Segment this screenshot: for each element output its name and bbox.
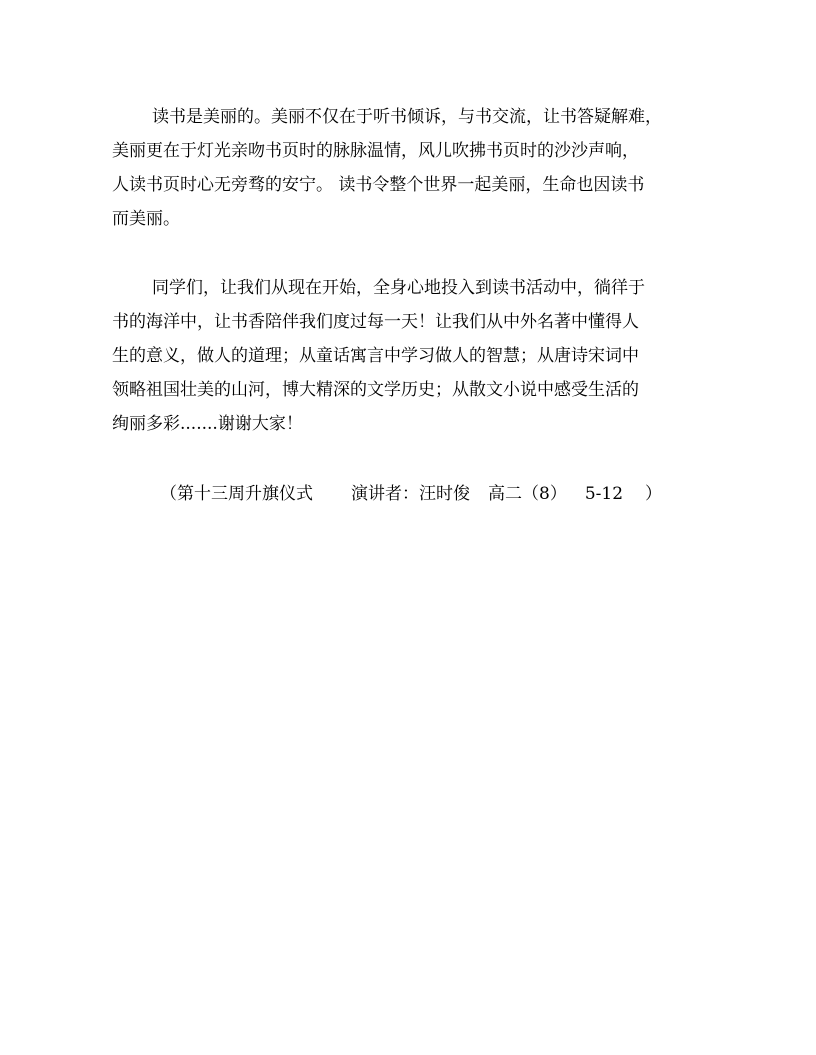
attribution-event: （第十三周升旗仪式 <box>160 484 313 504</box>
paragraph-1-line-3: 人读书页时心无旁骛的安宁。 读书令整个世界一起美丽，生命也因读书 <box>112 175 645 195</box>
paragraph-1-line-1: 读书是美丽的。美丽不仅在于听书倾诉，与书交流，让书答疑解难， <box>152 107 662 127</box>
paragraph-1-line-4: 而美丽。 <box>112 209 180 229</box>
paragraph-2-line-5: 绚丽多彩.......谢谢大家！ <box>112 414 303 434</box>
attribution-date: 5-12 <box>584 484 624 504</box>
attribution-speaker: 演讲者：汪时俊 <box>351 484 470 504</box>
paragraph-2-line-3: 生的意义，做人的道理；从童话寓言中学习做人的智慧；从唐诗宋词中 <box>112 346 639 366</box>
attribution-class: 高二（8） <box>488 484 567 504</box>
paragraph-1-line-2: 美丽更在于灯光亲吻书页时的脉脉温情，风儿吹拂书页时的沙沙声响， <box>112 141 639 161</box>
speech-attribution <box>160 477 662 511</box>
paragraph-2-line-2: 书的海洋中，让书香陪伴我们度过每一天！让我们从中外名著中懂得人 <box>112 312 639 332</box>
paragraph-2-line-1: 同学们，让我们从现在开始，全身心地投入到读书活动中，徜徉于 <box>152 278 645 298</box>
paragraph-2-line-4: 领略祖国壮美的山河，博大精深的文学历史；从散文小说中感受生活的 <box>112 380 639 400</box>
attribution-close: ） <box>645 484 663 504</box>
